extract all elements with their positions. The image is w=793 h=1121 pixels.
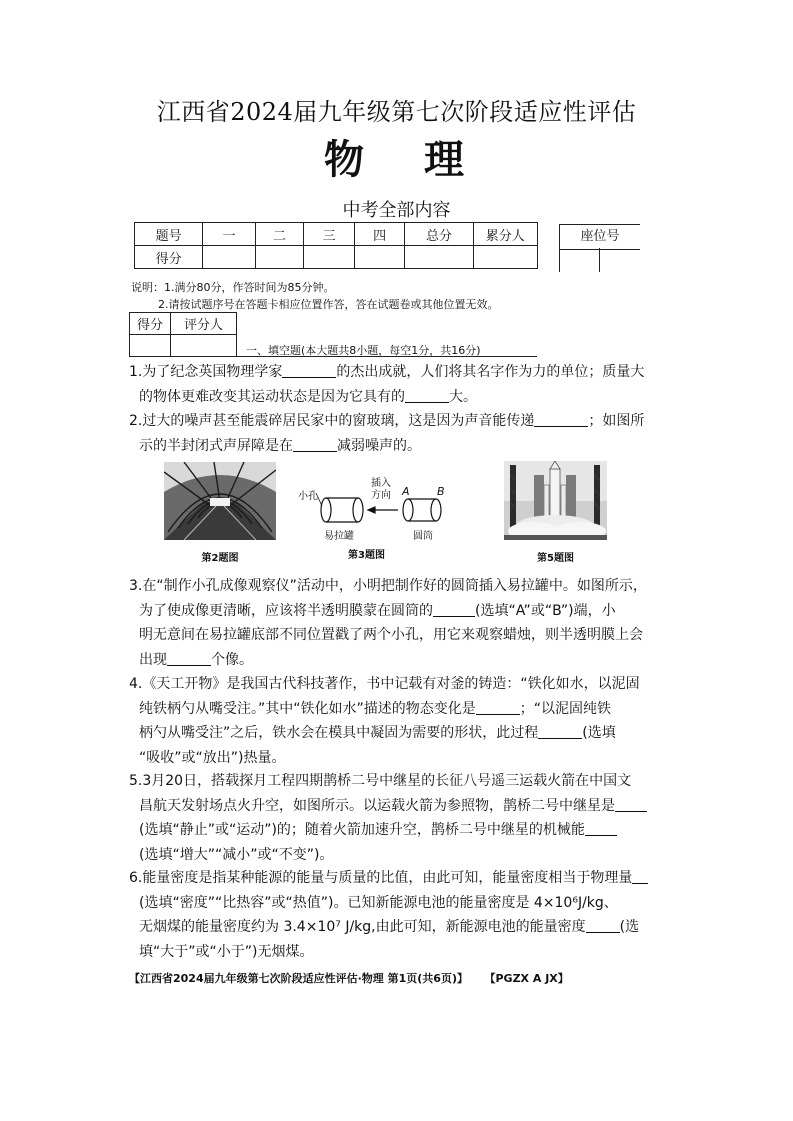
question-5	[129, 769, 659, 867]
score-cell: 累分人	[473, 223, 537, 246]
q4-text: 4.《天工开物》是我国古代科技著作，书中记载有对釜的铸造：“铁化如水，以泥固	[129, 676, 640, 692]
score-cell: 四	[354, 223, 405, 246]
score-cell: 题号	[135, 223, 203, 246]
footer-code: 【PGZX A JX】	[489, 972, 569, 985]
score-input-cell	[255, 246, 304, 269]
q2-blank-1	[534, 412, 588, 427]
score-table-header-row	[135, 223, 538, 246]
score-table-score-row	[135, 246, 538, 269]
figure-3-caption: 第3题图	[348, 550, 385, 561]
q3-text: (选填“A”或“B”)端，小	[475, 602, 616, 619]
score-cell: 二	[255, 223, 304, 246]
q5-blank-1	[615, 797, 647, 812]
q3-text: 3.在“制作小孔成像观察仪”活动中，小明把制作好的圆筒插入易拉罐中。如图所示，	[129, 578, 647, 594]
exam-scope: 中考全部内容	[342, 200, 451, 221]
score-cell: 总分	[405, 223, 473, 246]
instructions-line-1: 说明：1.满分80分，作答时间为85分钟。	[131, 281, 335, 294]
q5-text: (选填“静止”或“运动”)的；随着火箭加速升空，鹊桥二号中继星的机械能	[139, 822, 585, 838]
q1-blank-1	[282, 363, 336, 378]
q4-text: 柄勺从嘴受注”之后，铁水会在模具中凝固为需要的形状，此过程	[139, 725, 539, 741]
exam-title: 江西省2024届九年级第七次阶段适应性评估	[156, 98, 637, 126]
question-6	[129, 866, 659, 964]
question-4	[129, 672, 659, 770]
q5-text: 昌航天发射场点火升空，如图所示。以运载火箭为参照物，鹊桥二号中继星是	[139, 797, 615, 814]
q3-text: 出现	[139, 651, 167, 668]
instructions-line-2: 2.请按试题序号在答题卡相应位置作答，答在试题卷或其他位置无效。	[158, 298, 499, 311]
q3-blank-2	[167, 651, 211, 666]
label-can: 易拉罐	[324, 531, 354, 542]
score-input-cell	[354, 246, 405, 269]
seat-number-box	[559, 224, 639, 272]
figure-5-image	[504, 461, 607, 540]
seat-divider	[599, 248, 600, 272]
figure-2-caption: 第2题图	[201, 553, 239, 564]
q6-text: (选填“密度”“比热容”或“热值”)。已知新能源电池的能量密度是 4×10⁶J/kg、	[139, 894, 618, 911]
q3-text: 明无意间在易拉罐底部不同位置戳了两个小孔，用它来观察蜡烛，则半透明膜上会	[139, 627, 643, 643]
tube-shape	[403, 499, 441, 521]
grader-table	[129, 312, 237, 357]
can-shape	[321, 498, 363, 522]
q1-text: 的杰出成就，人们将其名字作为力的单位；质量大	[336, 364, 645, 380]
q3-text: 为了使成像更清晰，应该将半透明膜蒙在圆筒的	[139, 602, 433, 619]
figure-2-image	[164, 462, 276, 540]
q1-text: 1.为了纪念英国物理学家	[129, 364, 283, 380]
page-footer	[129, 970, 569, 986]
grader-score-label: 得分	[130, 313, 171, 335]
q2-text: 2.过大的噪声甚至能震碎居民家中的窗玻璃，这是因为声音能传递	[129, 413, 535, 429]
q1-text: 大。	[449, 388, 477, 405]
score-table	[134, 222, 538, 269]
q4-text: (选填	[582, 725, 616, 741]
grader-name-label: 评分人	[171, 313, 237, 335]
subject-title: 物理	[324, 136, 524, 183]
question-3	[129, 574, 659, 672]
q3-blank-1	[433, 602, 475, 617]
section-heading: 一、填空题(本大题共8小题，每空1分，共16分)	[246, 344, 481, 357]
q6-text: 无烟煤的能量密度约为 3.4×10⁷ J/kg,由此可知，新能源电池的能量密度	[139, 919, 586, 935]
score-cell: 一	[203, 223, 255, 246]
q2-text: 示的半封闭式声屏障是在	[139, 437, 293, 454]
q2-blank-2	[293, 437, 337, 452]
label-direction: 方向	[371, 490, 391, 501]
q5-text: 5.3月20日，搭载探月工程四期鹊桥二号中继星的长征八号遥三运载火箭在中国文	[129, 773, 632, 789]
q6-text: 填“大于”或“小于”)无烟煤。	[139, 943, 314, 960]
q6-blank-1	[632, 869, 648, 884]
grader-name-cell	[171, 335, 237, 357]
label-end-b: B	[437, 485, 445, 498]
score-cell: 三	[304, 223, 355, 246]
score-input-cell	[405, 246, 473, 269]
q4-text: ；“以泥固纯铁	[519, 700, 612, 717]
q2-text: 减弱噪声的。	[337, 437, 421, 454]
q3-text: 个像。	[211, 651, 253, 668]
seat-divider	[559, 248, 560, 272]
q4-blank-1	[476, 700, 520, 715]
score-input-cell	[203, 246, 255, 269]
question-1	[129, 360, 659, 409]
figure-5-caption: 第5题图	[537, 553, 574, 564]
label-end-a: A	[402, 485, 410, 498]
q5-text: (选填“增大”“减小”或“不变”)。	[139, 846, 334, 863]
q5-blank-2	[585, 821, 617, 836]
score-row-label: 得分	[135, 246, 203, 269]
question-2	[129, 409, 659, 458]
rocket-launch-icon	[504, 461, 607, 540]
q6-text: (选	[619, 919, 640, 935]
q1-blank-2	[405, 388, 449, 403]
q1-text: 的物体更难改变其运动状态是因为它具有的	[139, 388, 405, 405]
q4-blank-2	[538, 724, 582, 739]
q4-text: 纯铁柄勺从嘴受注。”其中“铁化如水”描述的物态变化是	[139, 700, 476, 717]
score-input-cell	[473, 246, 537, 269]
score-input-cell	[304, 246, 355, 269]
label-hole: 小孔	[298, 491, 318, 502]
insert-direction-arrow	[368, 507, 398, 513]
footer-page-info: 【江西省2024届九年级第七次阶段适应性评估·物理 第1页(共6页)】	[129, 972, 468, 985]
q6-text: 6.能量密度是指某种能源的能量与质量的比值，由此可知，能量密度相当于物理量	[129, 870, 633, 886]
grader-score-cell	[130, 335, 171, 357]
label-insert: 插入	[371, 478, 391, 489]
q6-blank-2	[586, 918, 620, 933]
label-tube: 圆筒	[413, 531, 433, 542]
q2-text: ；如图所	[588, 413, 645, 429]
seat-number-label: 座位号	[559, 224, 640, 250]
tunnel-sound-barrier-icon	[164, 462, 276, 540]
q4-text: “吸收”或“放出”)热量。	[139, 749, 286, 766]
